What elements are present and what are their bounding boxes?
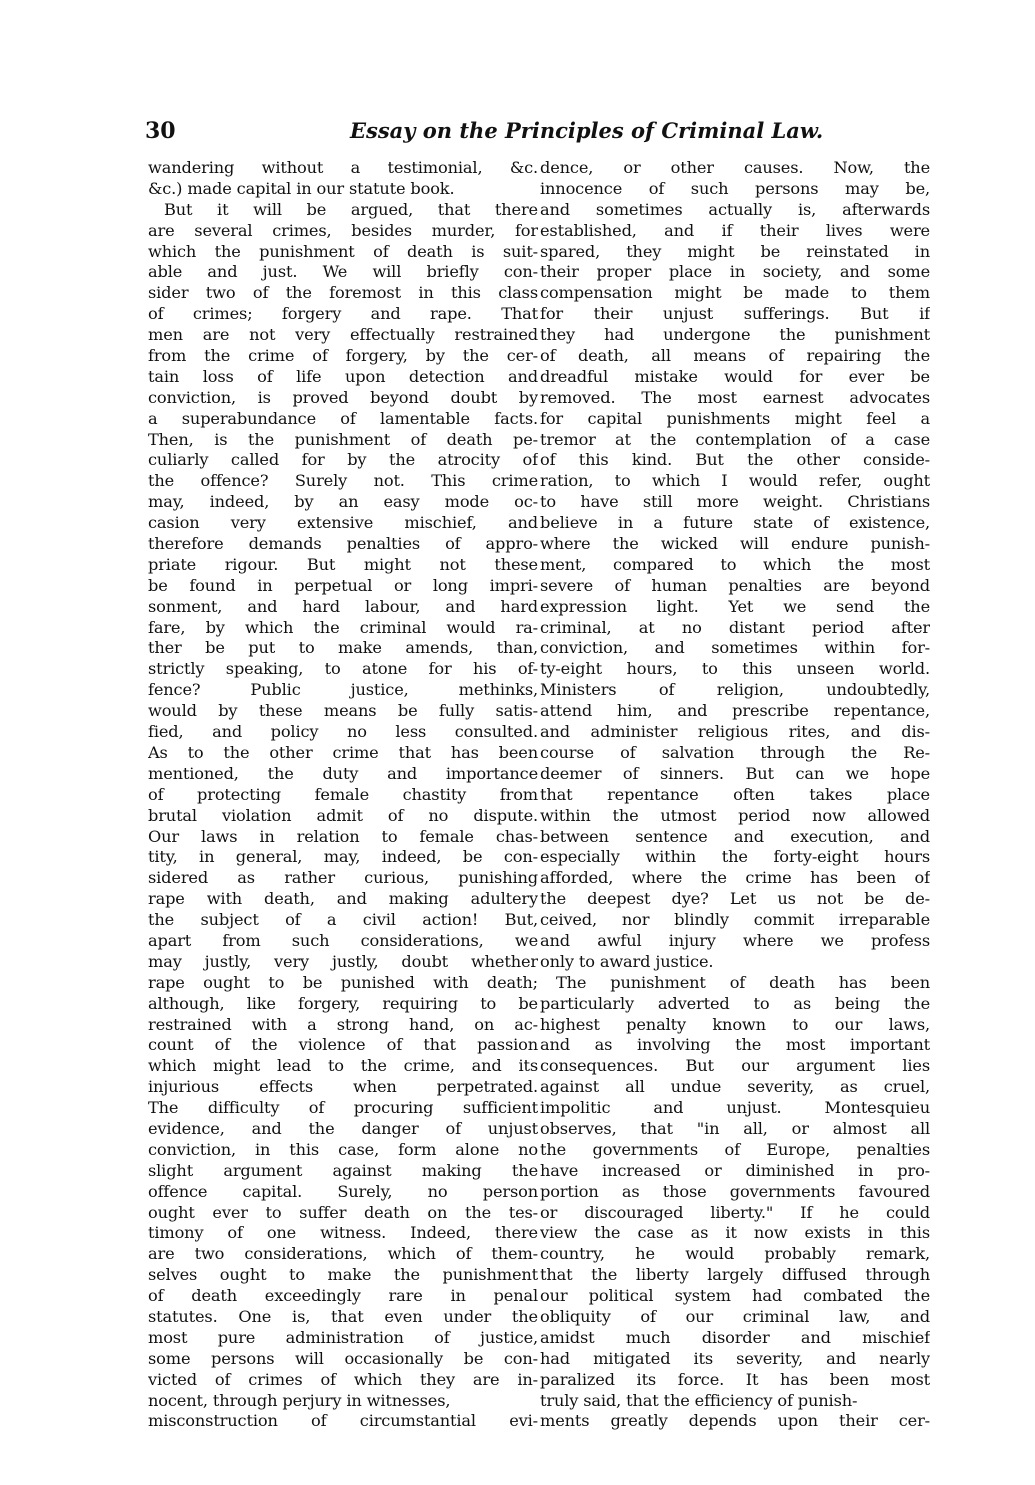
text-line: most pure administration of justice, bbox=[148, 1327, 538, 1347]
text-line: statutes. One is, that even under the bbox=[148, 1306, 538, 1326]
text-line: ty-eight hours, to this unseen world. bbox=[540, 659, 930, 679]
right-text-column bbox=[540, 158, 930, 1432]
text-line: view the case as it now exists in this bbox=[540, 1223, 930, 1243]
text-line: Our laws in relation to female chas- bbox=[148, 826, 538, 846]
text-line: some persons will occasionally be con- bbox=[148, 1348, 538, 1368]
text-line: tain loss of life upon detection and bbox=[148, 366, 538, 386]
text-line: particularly adverted to as being the bbox=[540, 993, 930, 1013]
text-line: of this kind. But the other conside- bbox=[540, 450, 930, 470]
text-line: impolitic and unjust. Montesquieu bbox=[540, 1098, 930, 1118]
text-line: that the liberty largely diffused through bbox=[540, 1265, 930, 1285]
text-line: highest penalty known to our laws, bbox=[540, 1014, 930, 1034]
text-line: of death exceedingly rare in penal bbox=[148, 1286, 538, 1306]
text-line: for their unjust sufferings. But if bbox=[540, 304, 930, 324]
text-line: a superabundance of lamentable facts. bbox=[148, 408, 538, 428]
text-line: which the punishment of death is suit- bbox=[148, 241, 538, 261]
text-line: sidered as rather curious, punishing bbox=[148, 868, 538, 888]
text-line: deemer of sinners. But can we hope bbox=[540, 763, 930, 783]
text-line: severe of human penalties are beyond bbox=[540, 575, 930, 595]
text-line: or discouraged liberty." If he could bbox=[540, 1202, 930, 1222]
text-line: and administer religious rites, and dis- bbox=[540, 722, 930, 742]
text-line: for capital punishments might feel a bbox=[540, 408, 930, 428]
text-line: believe in a future state of existence, bbox=[540, 513, 930, 533]
text-line: paralized its force. It has been most bbox=[540, 1369, 930, 1389]
text-line: conviction, and sometimes within for- bbox=[540, 638, 930, 658]
text-line: may, indeed, by an easy mode oc- bbox=[148, 492, 538, 512]
text-line: As to the other crime that has been bbox=[148, 742, 538, 762]
text-line: victed of crimes of which they are in- bbox=[148, 1369, 538, 1389]
text-line: tremor at the contemplation of a case bbox=[540, 429, 930, 449]
text-line: ceived, nor blindly commit irreparable bbox=[540, 910, 930, 930]
text-line: spared, they might be reinstated in bbox=[540, 241, 930, 261]
text-line: may justly, very justly, doubt whether bbox=[148, 951, 538, 971]
text-line: sider two of the foremost in this class bbox=[148, 283, 538, 303]
text-line: where the wicked will endure punish- bbox=[540, 534, 930, 554]
text-line: But it will be argued, that there bbox=[164, 199, 538, 219]
text-line: injurious effects when perpetrated. bbox=[148, 1077, 538, 1097]
text-line: Then, is the punishment of death pe- bbox=[148, 429, 538, 449]
text-line: slight argument against making the bbox=[148, 1160, 538, 1180]
text-line: ration, to which I would refer, ought bbox=[540, 471, 930, 491]
text-line: offence capital. Surely, no person bbox=[148, 1181, 538, 1201]
text-line: conviction, is proved beyond doubt by bbox=[148, 387, 538, 407]
text-line: course of salvation through the Re- bbox=[540, 742, 930, 762]
text-line: misconstruction of circumstantial evi- bbox=[148, 1411, 538, 1431]
text-line: timony of one witness. Indeed, there bbox=[148, 1223, 538, 1243]
text-line: conviction, in this case, form alone no bbox=[148, 1139, 538, 1159]
text-line: be found in perpetual or long impri- bbox=[148, 575, 538, 595]
text-line: The punishment of death has been bbox=[556, 972, 930, 992]
text-line: dreadful mistake would for ever be bbox=[540, 366, 930, 386]
text-line: that repentance often takes place bbox=[540, 784, 930, 804]
text-line: fence? Public justice, methinks, bbox=[148, 680, 538, 700]
text-line: the subject of a civil action! But, bbox=[148, 910, 538, 930]
text-line: country, he would probably remark, bbox=[540, 1244, 930, 1264]
text-line: tity, in general, may, indeed, be con- bbox=[148, 847, 538, 867]
text-line: fied, and policy no less consulted. bbox=[148, 722, 538, 742]
text-line: have increased or diminished in pro- bbox=[540, 1160, 930, 1180]
text-line: to have still more weight. Christians bbox=[540, 492, 930, 512]
text-line: selves ought to make the punishment bbox=[148, 1265, 538, 1285]
text-line: dence, or other causes. Now, the bbox=[540, 158, 930, 177]
text-line: able and just. We will briefly con- bbox=[148, 262, 538, 282]
text-line: &c.) made capital in our statute book. bbox=[148, 178, 455, 198]
text-line: brutal violation admit of no dispute. bbox=[148, 805, 538, 825]
text-line: afforded, where the crime has been of bbox=[540, 868, 930, 888]
text-line: are two considerations, which of them- bbox=[148, 1244, 538, 1264]
text-line: strictly speaking, to atone for his of- bbox=[148, 659, 538, 679]
text-line: wandering without a testimonial, &c. bbox=[148, 158, 538, 177]
text-line: The difficulty of procuring sufficient bbox=[148, 1098, 538, 1118]
text-line: observes, that "in all, or almost all bbox=[540, 1118, 930, 1138]
text-line: Ministers of religion, undoubtedly, bbox=[540, 680, 930, 700]
text-line: established, and if their lives were bbox=[540, 220, 930, 240]
left-text-column bbox=[148, 158, 538, 1432]
text-line: especially within the forty-eight hours bbox=[540, 847, 930, 867]
text-line: fare, by which the criminal would ra- bbox=[148, 617, 538, 637]
text-line: evidence, and the danger of unjust bbox=[148, 1118, 538, 1138]
text-line: their proper place in society, and some bbox=[540, 262, 930, 282]
text-line: the governments of Europe, penalties bbox=[540, 1139, 930, 1159]
text-line: which might lead to the crime, and its bbox=[148, 1056, 538, 1076]
text-line: only to award justice. bbox=[540, 951, 714, 971]
text-line: innocence of such persons may be, bbox=[540, 178, 930, 198]
text-line: and as involving the most important bbox=[540, 1035, 930, 1055]
text-line: although, like forgery, requiring to be bbox=[148, 993, 538, 1013]
text-line: sonment, and hard labour, and hard bbox=[148, 596, 538, 616]
text-line: restrained with a strong hand, on ac- bbox=[148, 1014, 538, 1034]
text-line: therefore demands penalties of appro- bbox=[148, 534, 538, 554]
text-line: amidst much disorder and mischief bbox=[540, 1327, 930, 1347]
text-line: compensation might be made to them bbox=[540, 283, 930, 303]
text-line: criminal, at no distant period after bbox=[540, 617, 930, 637]
text-line: removed. The most earnest advocates bbox=[540, 387, 930, 407]
text-line: apart from such considerations, we bbox=[148, 930, 538, 950]
text-line: count of the violence of that passion bbox=[148, 1035, 538, 1055]
text-line: consequences. But our argument lies bbox=[540, 1056, 930, 1076]
text-line: of crimes; forgery and rape. That bbox=[148, 304, 538, 324]
text-line: priate rigour. But might not these bbox=[148, 554, 538, 574]
text-line: culiarly called for by the atrocity of bbox=[148, 450, 538, 470]
text-line: had mitigated its severity, and nearly bbox=[540, 1348, 930, 1368]
text-line: expression light. Yet we send the bbox=[540, 596, 930, 616]
text-line: against all undue severity, as cruel, bbox=[540, 1077, 930, 1097]
text-line: ment, compared to which the most bbox=[540, 554, 930, 574]
text-line: men are not very effectually restrained bbox=[148, 325, 538, 345]
text-line: ought ever to suffer death on the tes- bbox=[148, 1202, 538, 1222]
text-line: rape with death, and making adultery bbox=[148, 889, 538, 909]
text-line: ther be put to make amends, than, bbox=[148, 638, 538, 658]
text-line: casion very extensive mischief, and bbox=[148, 513, 538, 533]
text-line: the deepest dye? Let us not be de- bbox=[540, 889, 930, 909]
text-line: attend him, and prescribe repentance, bbox=[540, 701, 930, 721]
text-line: portion as those governments favoured bbox=[540, 1181, 930, 1201]
text-line: are several crimes, besides murder, for bbox=[148, 220, 538, 240]
page-number: 30 bbox=[145, 118, 176, 144]
text-line: and sometimes actually is, afterwards bbox=[540, 199, 930, 219]
text-line: obliquity of our criminal law, and bbox=[540, 1306, 930, 1326]
text-line: between sentence and execution, and bbox=[540, 826, 930, 846]
text-line: nocent, through perjury in witnesses, bbox=[148, 1390, 451, 1410]
text-line: mentioned, the duty and importance bbox=[148, 763, 538, 783]
text-line: of death, all means of repairing the bbox=[540, 346, 930, 366]
text-line: our political system had combated the bbox=[540, 1286, 930, 1306]
text-line: ments greatly depends upon their cer- bbox=[540, 1411, 930, 1431]
text-line: the offence? Surely not. This crime bbox=[148, 471, 538, 491]
text-line: truly said, that the efficiency of punish- bbox=[540, 1390, 858, 1410]
text-line: they had undergone the punishment bbox=[540, 325, 930, 345]
text-line: of protecting female chastity from bbox=[148, 784, 538, 804]
running-title: Essay on the Principles of Criminal Law. bbox=[350, 118, 824, 143]
text-line: from the crime of forgery, by the cer- bbox=[148, 346, 538, 366]
text-line: would by these means be fully satis- bbox=[148, 701, 538, 721]
text-line: within the utmost period now allowed bbox=[540, 805, 930, 825]
text-line: and awful injury where we profess bbox=[540, 930, 930, 950]
text-line: rape ought to be punished with death; bbox=[148, 972, 538, 992]
